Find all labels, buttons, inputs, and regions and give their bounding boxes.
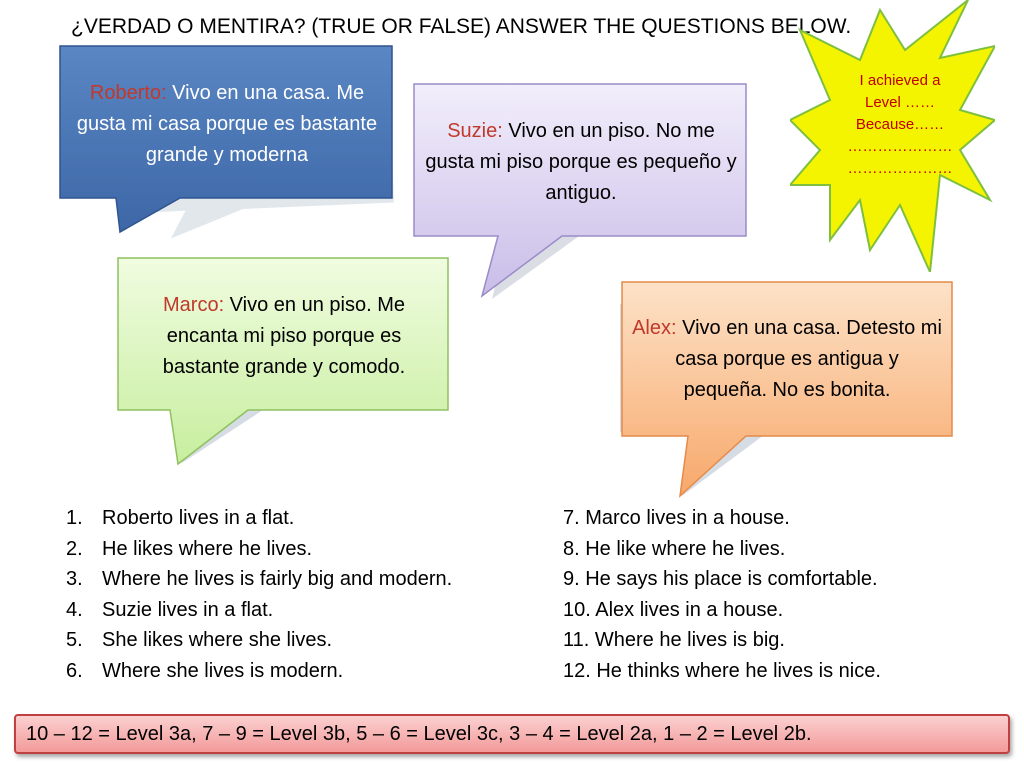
roberto-bubble-text (66, 74, 388, 174)
list-item: 4. Suzie lives in a flat. (66, 598, 274, 621)
marco-speaker-label: Marco: (163, 293, 225, 316)
suzie-speaker-label: Suzie: (447, 119, 503, 142)
suzie-statement: Vivo en un piso. No me gusta mi piso porque es pequeño y antiguo. (425, 119, 737, 204)
alex-speaker-label: Alex: (632, 316, 677, 339)
alex-speech-bubble (618, 282, 954, 500)
starburst-text (825, 70, 975, 180)
list-item: 10. Alex lives in a house. (563, 598, 784, 621)
marco-bubble-text (126, 286, 442, 386)
starburst-line-5: ………………… (847, 160, 953, 177)
roberto-statement: Vivo en una casa. Me gusta mi casa porque es bastante grande y moderna (76, 81, 378, 166)
starburst-line-4: ………………… (847, 138, 953, 155)
starburst-line-3: Because…… (855, 116, 945, 133)
alex-statement: Vivo en una casa. Detesto mi casa porque es antigua y pequeña. No es bonita. (675, 316, 942, 401)
level-key-banner: 10 – 12 = Level 3a, 7 – 9 = Level 3b, 5 – 6 = Level 3c, 3 – 4 = Level 2a, 1 – 2 = Level 2b. (14, 714, 1010, 754)
roberto-speech-bubble (58, 46, 394, 236)
questions-list-left (66, 503, 452, 687)
list-item: 9. He says his place is comfortable. (563, 568, 878, 591)
list-item: 2. He likes where he lives. (66, 537, 313, 560)
marco-statement: Vivo en un piso. Me encanta mi piso porque es bastante grande y comodo. (162, 293, 406, 378)
list-item: 1. Roberto lives in a flat. (66, 507, 295, 529)
marco-speech-bubble (116, 258, 452, 470)
starburst-line-1: I achieved a (859, 72, 941, 89)
level-starburst (790, 0, 995, 272)
list-item: 6. Where she lives is modern. (66, 659, 344, 682)
suzie-speech-bubble (412, 84, 752, 304)
suzie-bubble-text (422, 112, 740, 212)
list-item: 3. Where he lives is fairly big and modern. (66, 568, 453, 591)
list-item: 5. She likes where she lives. (66, 629, 333, 652)
list-item: 8. He like where he lives. (563, 537, 786, 560)
list-item: 7. Marco lives in a house. (563, 507, 790, 529)
roberto-speaker-label: Roberto: (89, 81, 167, 104)
starburst-line-2: Level …… (864, 94, 936, 111)
page-title: ¿VERDAD O MENTIRA? (TRUE OR FALSE) ANSWER THE QUESTIONS BELOW. (71, 15, 852, 38)
questions-list-right (563, 503, 881, 687)
list-item: 11. Where he lives is big. (563, 629, 785, 652)
alex-bubble-text (632, 294, 942, 424)
list-item: 12. He thinks where he lives is nice. (563, 659, 881, 682)
